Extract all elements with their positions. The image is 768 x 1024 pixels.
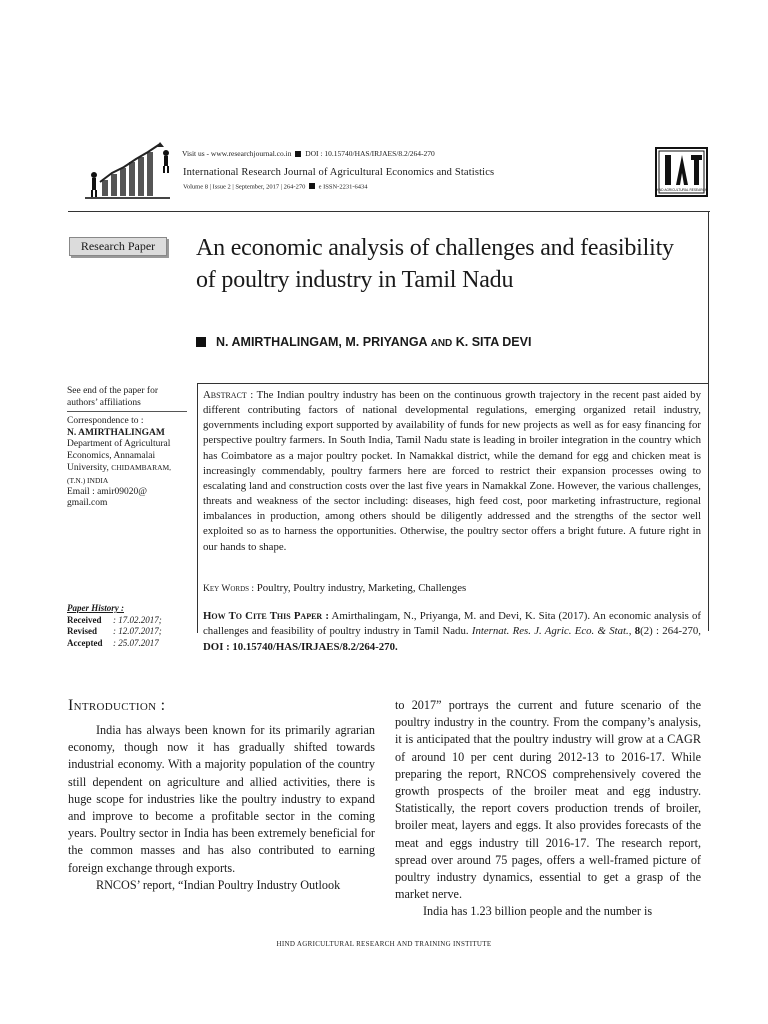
page-footer: HIND AGRICULTURAL RESEARCH AND TRAINING INSTITUTE: [276, 940, 492, 948]
doi-header: DOI : 10.15740/HAS/IRJAES/8.2/264-270: [305, 149, 435, 158]
title-line-2: of poultry industry in Tamil Nadu: [196, 267, 514, 293]
citation-volume: 8: [634, 625, 641, 638]
citation-label: How To Cite This Paper :: [203, 610, 329, 622]
volume-info: Volume 8 | Issue 2 | September, 2017 | 264-270: [183, 183, 306, 191]
citation: [203, 609, 701, 655]
abstract-label: Abstract :: [203, 389, 254, 401]
sidebar-divider: [67, 411, 187, 412]
keywords-list: Poultry, Poultry industry, Marketing, Challenges: [256, 582, 467, 594]
paper-history: [67, 603, 192, 649]
correspondence-label: Correspondence to :: [67, 416, 144, 426]
square-bullet-icon: [309, 183, 315, 189]
paragraph: India has always been known for its primarily agrarian economy, though now it has gradually shifted towards industrial economy. With a majority population of the country still dependent on agriculture and allied activities, there is huge scope for industries like the poultry industry to expand and improve to become a profitable sector in the coming years. Poultry sector in India has been extremely beneficial for the common masses and has also contributed to earning foreign exchange through exports.: [68, 723, 375, 875]
correspondent-email[interactable]: Email : amir09020@: [67, 486, 147, 497]
keywords-label: Key Words :: [203, 584, 255, 594]
hind-institute-logo: [655, 147, 708, 197]
affiliations-note: See end of the paper for authors’ affiliations: [67, 386, 159, 408]
website-link[interactable]: Visit us - www.researchjournal.co.in: [182, 149, 292, 158]
paragraph: India has 1.23 billion people and the number is: [423, 904, 653, 919]
history-row: Revised : 12.07.2017;: [67, 626, 162, 636]
correspondent-dept-2: Economics, Annamalai: [67, 450, 156, 461]
journal-growth-logo: [80, 140, 175, 202]
paper-type-badge: Research Paper: [69, 237, 167, 256]
authors-and: AND: [430, 338, 453, 349]
authors-last: K. SITA DEVI: [455, 335, 532, 349]
history-row: Accepted : 25.07.2017: [67, 637, 159, 648]
correspondence-block: [67, 416, 189, 510]
citation-pages: (2) : 264-270,: [640, 625, 701, 638]
history-row: Received : 17.02.2017;: [67, 614, 162, 625]
issn-info: e ISSN-2231-6434: [318, 183, 368, 191]
history-heading: Paper History :: [67, 603, 124, 613]
abstract: [203, 388, 701, 555]
section-heading: Introduction :: [68, 697, 166, 714]
body-column-left: [68, 722, 375, 894]
correspondent-univ: University, CHIDAMBARAM,: [67, 463, 172, 474]
svg-text:HIND AGRICULTURAL RESEARCH: HIND AGRICULTURAL RESEARCH: [655, 188, 708, 192]
correspondent-state: (T.N.) INDIA: [67, 475, 109, 485]
citation-doi[interactable]: DOI : 10.15740/HAS/IRJAES/8.2/264-270.: [203, 640, 398, 653]
citation-journal: Internat. Res. J. Agric. Eco. & Stat.,: [471, 625, 632, 638]
square-bullet-icon: [295, 151, 301, 157]
correspondent-dept: Department of Agricultural: [67, 439, 171, 450]
abstract-body: The Indian poultry industry has been on the continuous growth trajectory in the recent past aided by different contributing factors of national developmental regulations, emerging organized retail industry, governments including export supported by availability of funds for new projects as well as for easy financing for perspective poultry farmers. In South India, Tamil Nadu state is leading in broiler integration in the country which has Coimbatore as a major poultry pocket. In Namakkal district, while the demand for egg and chicken meat is increasingly commendably, poultry farmers here are forced to restrict their expansion processes owing to escalating land and construction costs over the last five years in Namakkal Zone. However, the various challenges, threats and weakness of the sector including: diseases, high feed cost, poor marketing infrastructure, regional imbalances in production, among others should be diligently addressed and the strengths of the sector well exploited so as to harness the opportunities. Otherwise, the poultry sector offers a bright future. A future right in our hands to shape.: [203, 389, 701, 553]
paragraph: to 2017” portrays the current and future scenario of the poultry industry in the country. From the company’s analysis, it is anticipated that the poultry industry will grow at a CAGR of around 10 per cent during 2012-13 to 2016-17. While preparing the report, RNCOS comprehensively covered the growth prospects of the broiler meat and egg industry. Statistically, the report covers production trends of broiler, broiler meat, layers and eggs. It also provides forecasts of the meat and eggs industry till 2016-17. The research report, spread over around 75 pages, offers a well-framed picture of poultry industry dynamics, essential to get a grasp of the market nerve.: [395, 698, 701, 902]
square-bullet-icon: [196, 337, 206, 347]
keywords: [203, 582, 701, 594]
journal-links-line: [182, 149, 435, 158]
author-line: [196, 335, 531, 349]
journal-title: International Research Journal of Agricultural Economics and Statistics: [183, 167, 495, 178]
correspondent-email-domain[interactable]: gmail.com: [67, 498, 108, 509]
correspondent-name: N. AMIRTHALINGAM: [67, 427, 165, 438]
body-column-right: [395, 697, 701, 921]
paper-title: [196, 232, 706, 296]
title-line-1: An economic analysis of challenges and feasibility: [196, 235, 674, 261]
paragraph: RNCOS’ report, “Indian Poultry Industry Outlook: [96, 877, 341, 892]
citation-body: Amirthalingam, N., Priyanga, M. and Devi, K. Sita (2017). An economic analysis of challenges and feasibility of poultry industry in Tamil Nadu.: [203, 610, 701, 638]
volume-line: [183, 183, 368, 191]
authors-first: N. AMIRTHALINGAM, M. PRIYANGA: [216, 335, 428, 349]
header-divider: [68, 211, 710, 212]
